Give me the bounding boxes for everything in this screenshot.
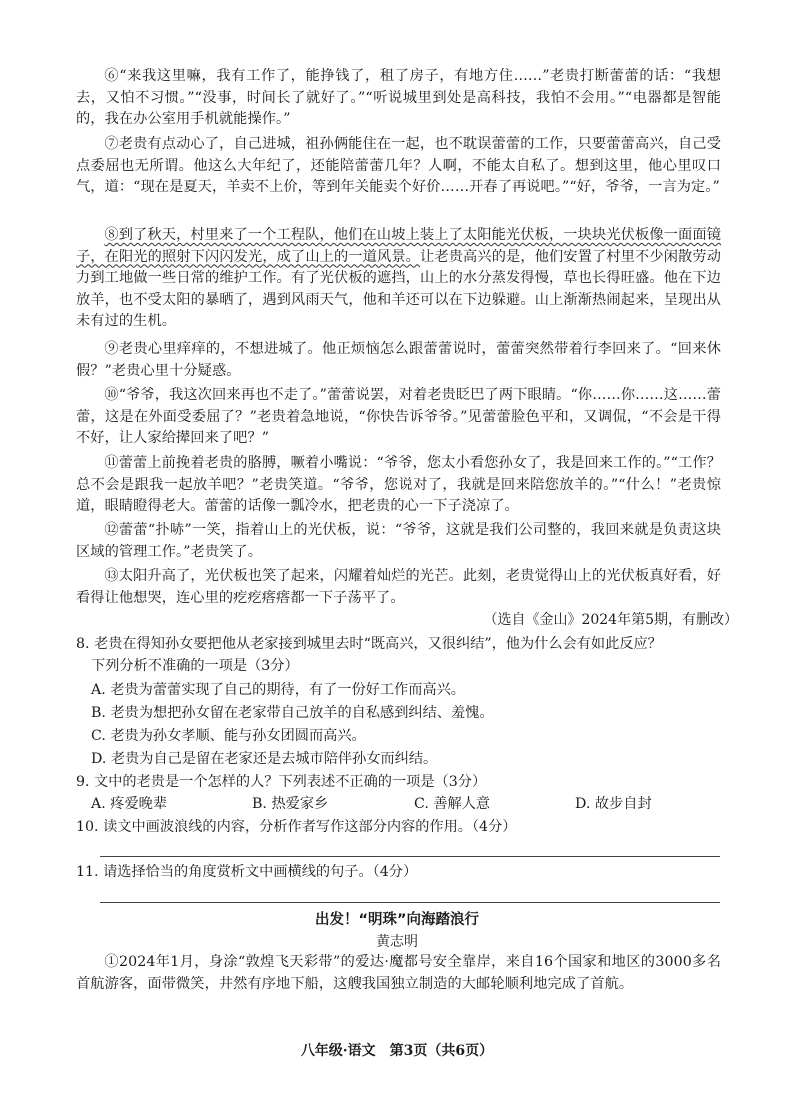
question-9-option-a: A. 疼爱晚辈 — [91, 796, 168, 812]
question-8-stem-line2: 下列分析不准确的一项是（3分） — [91, 658, 299, 674]
article-author: 黄志明 — [376, 934, 418, 950]
paragraph-13: ⑬太阳升高了，光伏板也笑了起来，闪耀着灿烂的光芒。此刻，老贵觉得山上的光伏板真好看，好看得让他想哭，连心里的疙疙瘩瘩都一下子荡平了。 — [76, 568, 721, 606]
answer-line-q11 — [100, 902, 720, 903]
question-8-option-a: A. 老贵为蕾蕾实现了自己的期待，有了一份好工作而高兴。 — [91, 682, 465, 698]
paragraph-11: ⑪蕾蕾上前挽着老贵的胳膊，噘着小嘴说：“爷爷，您太小看您孙女了，我是回来工作的。”“工作？总不会是跟我一起放羊吧？”老贵笑道。“爷爷，您说对了，我就是回来陪您放羊的。”“什么！”老贵惊道，眼睛瞪得老大。蕾蕾的话像一瓢冷水，把老贵的心一下子浇凉了。 — [76, 455, 721, 514]
question-9-option-d: D. 故步自封 — [575, 796, 652, 812]
paragraph-8-rest: 让老贵高兴的是，他们安置了村里不少闲散劳动力到工地做一些日常的维护工作。有了光伏板的遮挡，山上的水分蒸发得慢，草也长得旺盛。他在下边放羊，也不受太阳的暴晒了，遇到风雨天气，他和羊还可以在下边躲避。山上渐渐热闹起来，呈现出从未有过的生机。 — [76, 248, 722, 329]
paragraph-7: ⑦老贵有点动心了，自己进城，祖孙俩能住在一起，也不耽误蕾蕾的工作，只要蕾蕾高兴，自己受点委屈也无所谓。他这么大年纪了，还能陪蕾蕾几年？人啊，不能太自私了。想到这里，他心里叹口气，道：“现在是夏天，羊卖不上价，等到年关能卖个好价……开春了再说吧。”“好，爷爷，一言为定。” — [76, 136, 721, 195]
paragraph-9: ⑨老贵心里痒痒的，不想进城了。他正烦恼怎么跟蕾蕾说时，蕾蕾突然带着行李回来了。“回来休假？”老贵心里十分疑惑。 — [76, 341, 721, 379]
article-paragraph-1: ①2024年1月，身涂“敦煌飞天彩带”的爱达·魔都号安全靠岸，来自16个国家和地区的3000多名首航游客，面带微笑，井然有序地下船，这艘我国独立制造的大邮轮顺利地完成了首航。 — [76, 954, 721, 992]
page-footer: 八年级·语文 第3页（共6页） — [300, 1043, 494, 1059]
question-9-stem: 9. 文中的老贵是一个怎样的人？下列表述不正确的一项是（3分） — [76, 774, 487, 790]
question-10: 10. 读文中画波浪线的内容，分析作者写作这部分内容的作用。（4分） — [76, 819, 517, 835]
question-11: 11. 请选择恰当的角度赏析文中画横线的句子。（4分） — [76, 864, 418, 880]
source-citation: （选自《金山》2024年第5期，有删改） — [483, 612, 738, 628]
paragraph-12: ⑫蕾蕾“扑哧”一笑，指着山上的光伏板，说：“爷爷，这就是我们公司整的，我回来就是负责这块区域的管理工作。”老贵笑了。 — [76, 522, 721, 560]
answer-line-q10 — [100, 856, 720, 857]
question-8-stem-line1: 8. 老贵在得知孙女要把他从老家接到城里去时“既高兴，又很纠结”，他为什么会有如此反应？ — [76, 636, 662, 652]
paragraph-10: ⑩“爷爷，我这次回来再也不走了。”蕾蕾说罢，对着老贵眨巴了两下眼睛。“你……你……这……蕾蕾，这是在外面受委屈了？”老贵着急地说，“你快告诉爷爷。”见蕾蕾脸色平和，又调侃，“不会是干得不好，让人家给撵回来了吧？” — [76, 387, 721, 446]
question-8-stem — [76, 633, 726, 677]
paragraph-6: ⑥“来我这里嘛，我有工作了，能挣钱了，租了房子，有地方住……”老贵打断蕾蕾的话：“我想去，又怕不习惯。”“没事，时间长了就好了。”“听说城里到处是高科技，我怕不会用。”“电器都是智能的，我在办公室用手机就能操作。” — [76, 68, 721, 127]
paragraph-8 — [76, 225, 721, 333]
question-8-option-b: B. 老贵为想把孙女留在老家带自己放羊的自私感到纠结、羞愧。 — [91, 705, 494, 721]
article-title: 出发！“明珠”向海踏浪行 — [314, 912, 480, 928]
question-8-option-c: C. 老贵为孙女孝顺、能与孙女团圆而高兴。 — [91, 728, 366, 744]
wavy-underlined-text: ⑧到了秋天，村里来了一个工程队，他们在山坡上装上了太阳能光伏板，一块块光伏板像一面面镜子，在阳光的照射下闪闪发光，成了山上的一道风景。 — [76, 227, 721, 265]
question-9-option-b: B. 热爱家乡 — [252, 796, 329, 812]
question-9-option-c: C. 善解人意 — [414, 796, 491, 812]
question-8-option-d: D. 老贵为自己是留在老家还是去城市陪伴孙女而纠结。 — [91, 751, 438, 767]
